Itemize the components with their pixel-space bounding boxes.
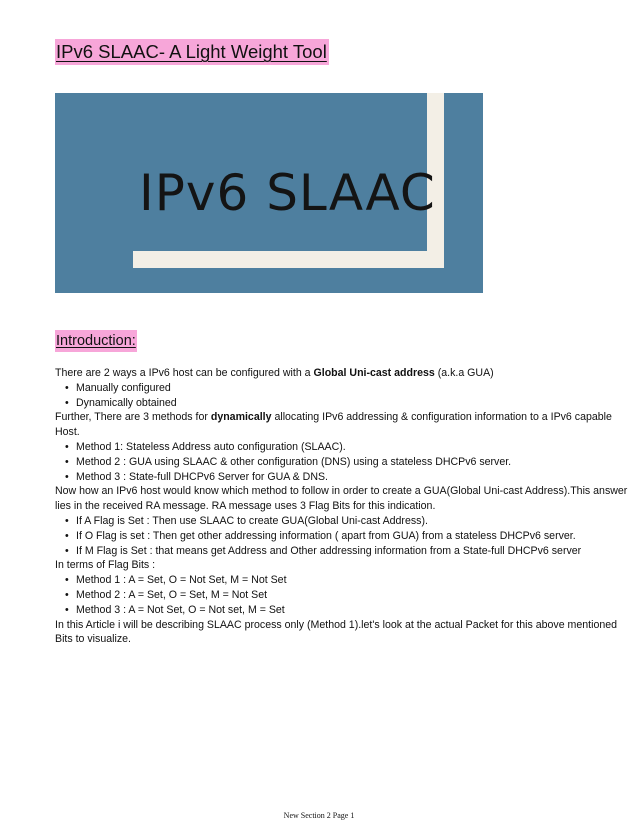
paragraph-ways-text: There are 2 ways a IPv6 host can be configured with a: [55, 367, 314, 379]
list-item: • Method 1 : A = Set, O = Not Set, M = Not Set: [76, 573, 633, 588]
banner-horizontal-bar: [133, 251, 444, 268]
article-body: [55, 366, 633, 647]
list-item: • If O Flag is set : Then get other addressing information ( apart from GUA) from a stateless DHCPv6 server.: [76, 529, 633, 544]
intro-heading: Introduction:: [55, 330, 137, 352]
list-item: • Method 3 : A = Not Set, O = Not set, M = Set: [76, 603, 633, 618]
paragraph-flag-bits: In terms of Flag Bits :: [55, 559, 156, 572]
banner-image: [55, 93, 483, 293]
flags-list: [55, 514, 633, 558]
paragraph-ways-suffix: (a.k.a GUA): [434, 367, 494, 379]
paragraph-methods-suffix: allocating IPv6 addressing & configuration information to a IPv6 capable Host.: [55, 411, 612, 439]
banner-text: IPv6 SLAAC: [139, 164, 436, 222]
paragraph-article: In this Article i will be describing SLAAC process only (Method 1).let's look at the actual Packet for this above mentioned Bits to visualize.: [55, 618, 618, 646]
page-footer: New Section 2 Page 1: [283, 811, 355, 820]
list-item: • Method 2 : A = Set, O = Set, M = Not Set: [76, 588, 633, 603]
gua-bold: Global Uni-cast address: [313, 367, 435, 379]
list-item: • Method 2 : GUA using SLAAC & other configuration (DNS) using a stateless DHCPv6 server.: [76, 455, 633, 470]
list-item: • If A Flag is Set : Then use SLAAC to create GUA(Global Uni-cast Address).: [76, 514, 633, 529]
paragraph-methods-text: Further, There are 3 methods for: [55, 411, 211, 424]
list-item: • If M Flag is Set : that means get Address and Other addressing information from a State-full DHCPv6 server: [76, 544, 633, 559]
paragraph-ways: [55, 366, 633, 381]
dynamically-bold: dynamically: [210, 411, 272, 424]
flag-bits-list: [55, 573, 633, 617]
page-title: IPv6 SLAAC- A Light Weight Tool: [55, 39, 329, 65]
list-item: • Dynamically obtained: [76, 396, 633, 411]
list-item: • Method 3 : State-full DHCPv6 Server for GUA & DNS.: [76, 470, 633, 485]
paragraph-ra-message: Now how an IPv6 host would know which method to follow in order to create a GUA(Global Uni-cast Address).This answer lies in the received RA message. RA message uses 3 Flag Bits for this indication.: [55, 485, 628, 513]
ways-list: [55, 381, 633, 411]
list-item: • Method 1: Stateless Address auto configuration (SLAAC).: [76, 440, 633, 455]
methods-list: [55, 440, 633, 484]
paragraph-methods: [55, 410, 633, 440]
list-item: • Manually configured: [76, 381, 633, 396]
